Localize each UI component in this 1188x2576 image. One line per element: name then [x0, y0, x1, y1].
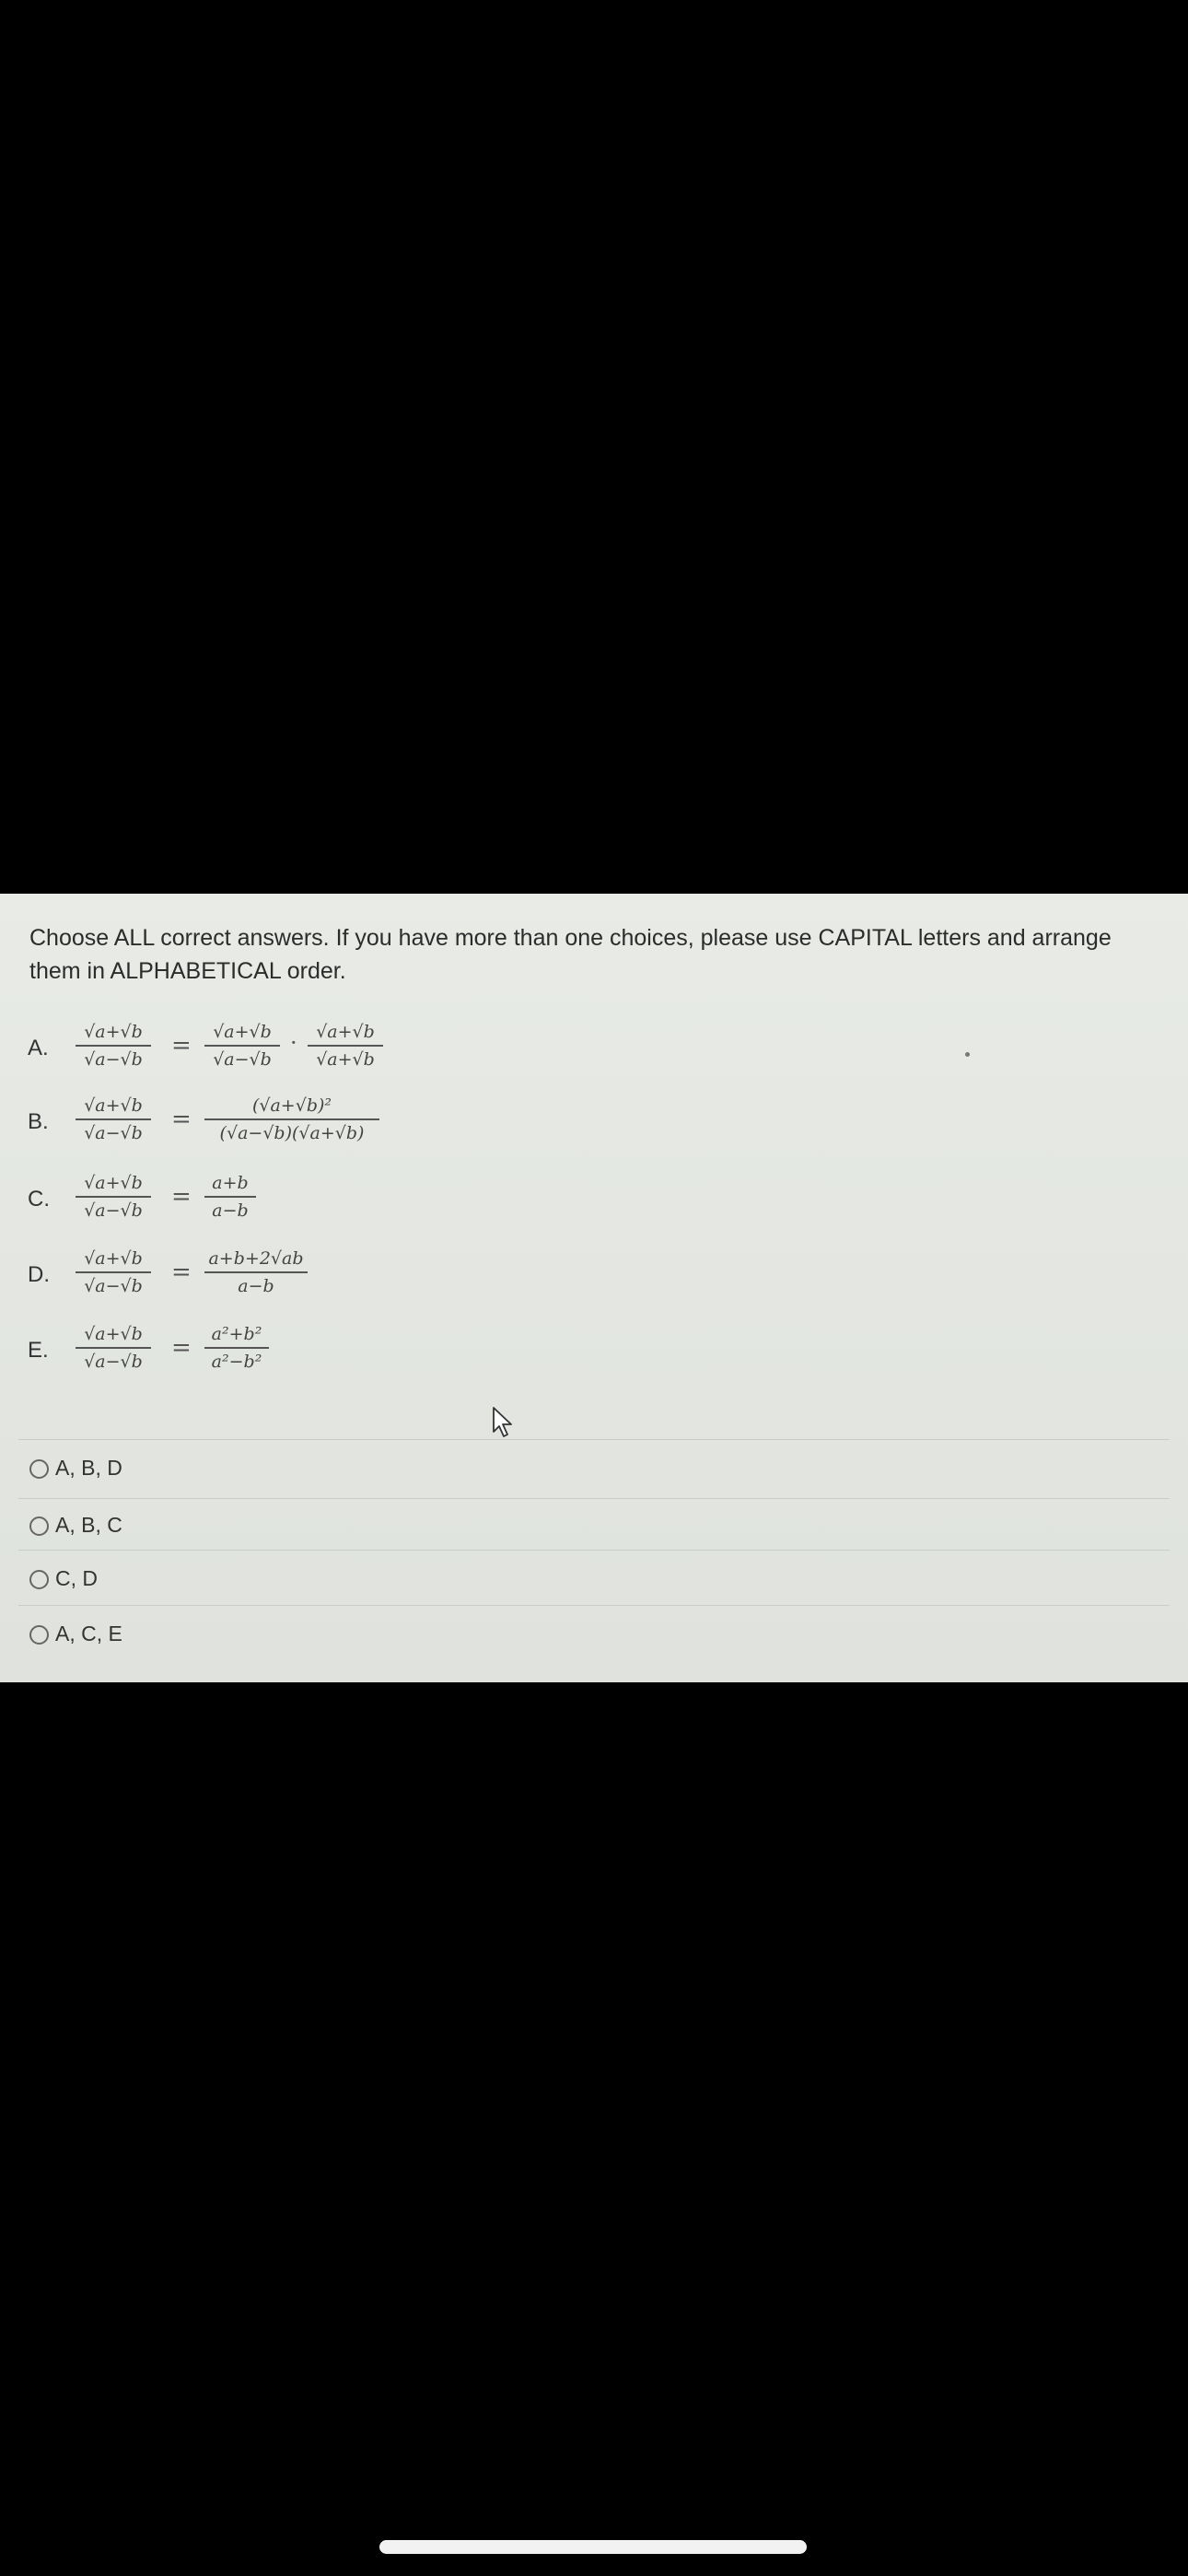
- choice-a: [28, 1021, 543, 1095]
- divider: [18, 1605, 1170, 1606]
- equals-sign: =: [171, 1106, 192, 1133]
- numerator: (√a+√b)²: [251, 1095, 332, 1116]
- radio-button[interactable]: [29, 1570, 49, 1589]
- rhs-fraction: [204, 1247, 308, 1297]
- numerator: √a+√b: [84, 1095, 143, 1116]
- option-label: A, C, E: [55, 1622, 122, 1645]
- answer-option-4[interactable]: [0, 1609, 1188, 1664]
- choice-letter: E.: [28, 1338, 49, 1363]
- home-indicator[interactable]: [379, 2540, 807, 2554]
- denominator: a²−b²: [211, 1352, 262, 1372]
- option-label: A, B, C: [55, 1513, 122, 1537]
- option-label: C, D: [55, 1566, 98, 1590]
- radio-button[interactable]: [29, 1516, 49, 1536]
- equals-sign: =: [171, 1259, 192, 1286]
- denominator: a−b: [238, 1276, 274, 1296]
- rhs-fraction: [308, 1021, 383, 1071]
- multiply-dot: ·: [290, 1030, 297, 1056]
- numerator: √a+√b: [84, 1173, 143, 1193]
- denominator: √a−√b: [84, 1276, 143, 1296]
- rhs-fraction: [204, 1021, 280, 1071]
- choice-letter: B.: [28, 1109, 49, 1134]
- choice-c: [28, 1172, 543, 1246]
- numerator: √a+√b: [84, 1324, 143, 1344]
- denominator: √a+√b: [316, 1049, 375, 1070]
- radio-button[interactable]: [29, 1459, 49, 1479]
- numerator: a+b: [212, 1173, 249, 1193]
- denominator: √a−√b: [84, 1049, 143, 1070]
- lhs-fraction: [76, 1021, 151, 1071]
- numerator: √a+√b: [84, 1248, 143, 1269]
- answer-option-2[interactable]: [0, 1502, 1188, 1557]
- equals-sign: =: [171, 1334, 192, 1362]
- divider: [18, 1498, 1170, 1499]
- denominator: a−b: [212, 1200, 249, 1221]
- equals-sign: =: [171, 1183, 192, 1211]
- answer-option-1[interactable]: [0, 1443, 1188, 1498]
- question-panel: [0, 894, 1188, 1682]
- numerator: a²+b²: [211, 1324, 262, 1344]
- lhs-fraction: [76, 1095, 151, 1144]
- mouse-pointer-icon: [491, 1406, 517, 1439]
- divider: [18, 1550, 1170, 1551]
- numerator: √a+√b: [316, 1022, 375, 1042]
- choice-letter: A.: [28, 1036, 49, 1060]
- rhs-fraction: [204, 1095, 379, 1144]
- denominator: √a−√b: [213, 1049, 272, 1070]
- rhs-fraction: [204, 1323, 269, 1373]
- denominator: (√a−√b)(√a+√b): [219, 1123, 365, 1143]
- denominator: √a−√b: [84, 1200, 143, 1221]
- denominator: √a−√b: [84, 1123, 143, 1143]
- divider: [18, 1439, 1170, 1440]
- option-label: A, B, D: [55, 1456, 122, 1480]
- screen-speck: [965, 1052, 970, 1057]
- rhs-fraction: [204, 1172, 256, 1222]
- equals-sign: =: [171, 1032, 192, 1060]
- answer-option-3[interactable]: [0, 1553, 1188, 1609]
- choice-e: [28, 1323, 543, 1397]
- lhs-fraction: [76, 1172, 151, 1222]
- lhs-fraction: [76, 1323, 151, 1373]
- lhs-fraction: [76, 1247, 151, 1297]
- choice-d: [28, 1247, 543, 1321]
- radio-button[interactable]: [29, 1625, 49, 1645]
- question-prompt: Choose ALL correct answers. If you have more than one choices, please use CAPITAL letters and arrange them in ALPHABETICAL order.: [29, 925, 1112, 984]
- numerator: √a+√b: [213, 1022, 272, 1042]
- choice-letter: D.: [28, 1262, 50, 1287]
- numerator: √a+√b: [84, 1022, 143, 1042]
- choice-b: [28, 1095, 543, 1168]
- choice-letter: C.: [28, 1187, 50, 1212]
- denominator: √a−√b: [84, 1352, 143, 1372]
- numerator: a+b+2√ab: [208, 1248, 304, 1269]
